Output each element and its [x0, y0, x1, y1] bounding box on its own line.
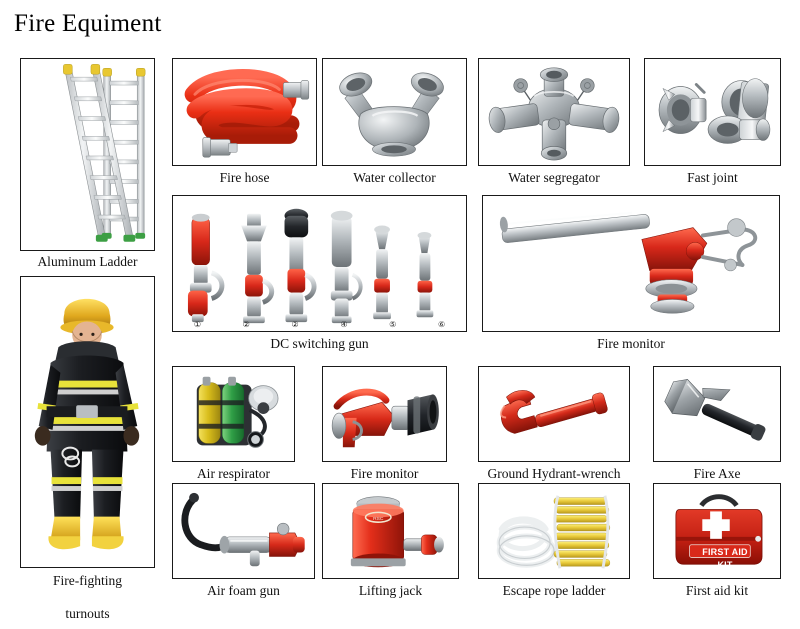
- lifting-jack-illustration: [323, 484, 458, 578]
- fire-hose-frame: [172, 58, 317, 166]
- item-fire-monitor-nozzle: [322, 366, 447, 481]
- fire-fighting-turnouts-caption: [6, 572, 169, 622]
- air-respirator-caption: Air respirator: [196, 466, 271, 481]
- number-4: ④: [340, 320, 348, 329]
- item-fire-axe: [653, 366, 781, 481]
- aluminum-ladder-frame: [20, 58, 155, 251]
- item-first-aid-kit: [653, 483, 781, 601]
- escape-rope-ladder-frame: [478, 483, 630, 579]
- air-respirator-illustration: [173, 367, 294, 461]
- first-aid-kit-frame: [653, 483, 781, 579]
- air-foam-gun-illustration: [173, 484, 314, 578]
- ground-hydrant-wrench-frame: [478, 366, 630, 462]
- fast-joint-illustration: [645, 59, 780, 165]
- item-water-segregator: [478, 58, 630, 188]
- fire-monitor-nozzle-frame: [322, 366, 447, 462]
- fire-fighting-turnouts-frame: [20, 276, 155, 568]
- firefighter-turnout-suit-illustration: [21, 277, 154, 567]
- aluminum-ladder-illustration: [21, 59, 154, 250]
- ground-hydrant-wrench-caption: Ground Hydrant-wrench: [487, 466, 621, 481]
- escape-rope-ladder-illustration: [479, 484, 629, 578]
- dc-switching-gun-numbers: [173, 320, 466, 329]
- fire-axe-caption: Fire Axe: [693, 466, 741, 481]
- dc-switching-gun-frame: [172, 195, 467, 332]
- number-3: ②: [291, 320, 299, 329]
- number-6: ⑥: [437, 320, 446, 329]
- item-water-collector: [322, 58, 467, 188]
- water-segregator-frame: [478, 58, 630, 166]
- water-segregator-caption: Water segregator: [508, 170, 600, 185]
- item-aluminum-ladder: [20, 58, 155, 268]
- item-fire-monitor-large: [482, 195, 780, 360]
- turnouts-caption-line2: turnouts: [65, 606, 110, 621]
- fire-monitor-large-caption: Fire monitor: [597, 336, 665, 351]
- turnouts-caption-line1: Fire-fighting: [53, 573, 122, 588]
- hydrant-wrench-illustration: [479, 367, 629, 461]
- dc-switching-gun-illustration: [173, 196, 466, 331]
- item-fast-joint: [644, 58, 781, 188]
- fire-axe-illustration: [654, 367, 780, 461]
- item-escape-rope-ladder: [478, 483, 630, 601]
- item-lifting-jack: [322, 483, 459, 601]
- fire-monitor-large-illustration: [483, 196, 779, 331]
- water-segregator-illustration: [479, 59, 629, 165]
- item-dc-switching-gun: [172, 195, 467, 360]
- air-foam-gun-caption: Air foam gun: [207, 583, 280, 598]
- fire-monitor-nozzle-illustration: [323, 367, 446, 461]
- item-fire-hose: [172, 58, 317, 188]
- lifting-jack-caption: Lifting jack: [358, 583, 423, 598]
- fire-monitor-large-frame: [482, 195, 780, 332]
- fire-monitor-nozzle-caption: Fire monitor: [350, 466, 419, 481]
- fast-joint-caption: Fast joint: [687, 170, 738, 185]
- escape-rope-ladder-caption: Escape rope ladder: [502, 583, 606, 598]
- number-1: ①: [193, 320, 201, 329]
- fire-hose-illustration: [173, 59, 316, 165]
- aluminum-ladder-caption: Aluminum Ladder: [37, 254, 138, 269]
- first-aid-kit-bag-text: FIRST AID KIT: [702, 547, 748, 570]
- item-ground-hydrant-wrench: [478, 366, 630, 481]
- dc-switching-gun-caption: DC switching gun: [270, 336, 369, 351]
- water-collector-caption: Water collector: [353, 170, 436, 185]
- number-2: ②: [242, 320, 250, 329]
- water-collector-frame: [322, 58, 467, 166]
- air-respirator-frame: [172, 366, 295, 462]
- item-air-respirator: [172, 366, 295, 481]
- item-fire-fighting-turnouts: [20, 276, 155, 621]
- fire-axe-frame: [653, 366, 781, 462]
- page-title: Fire Equiment: [14, 10, 162, 37]
- fire-hose-caption: Fire hose: [219, 170, 270, 185]
- air-foam-gun-frame: [172, 483, 315, 579]
- number-5: ⑤: [389, 320, 397, 329]
- lifting-jack-frame: [322, 483, 459, 579]
- first-aid-kit-caption: First aid kit: [685, 583, 749, 598]
- fast-joint-frame: [644, 58, 781, 166]
- water-collector-illustration: [323, 59, 466, 165]
- item-air-foam-gun: [172, 483, 315, 601]
- svg-text:RSC: RSC: [373, 517, 384, 523]
